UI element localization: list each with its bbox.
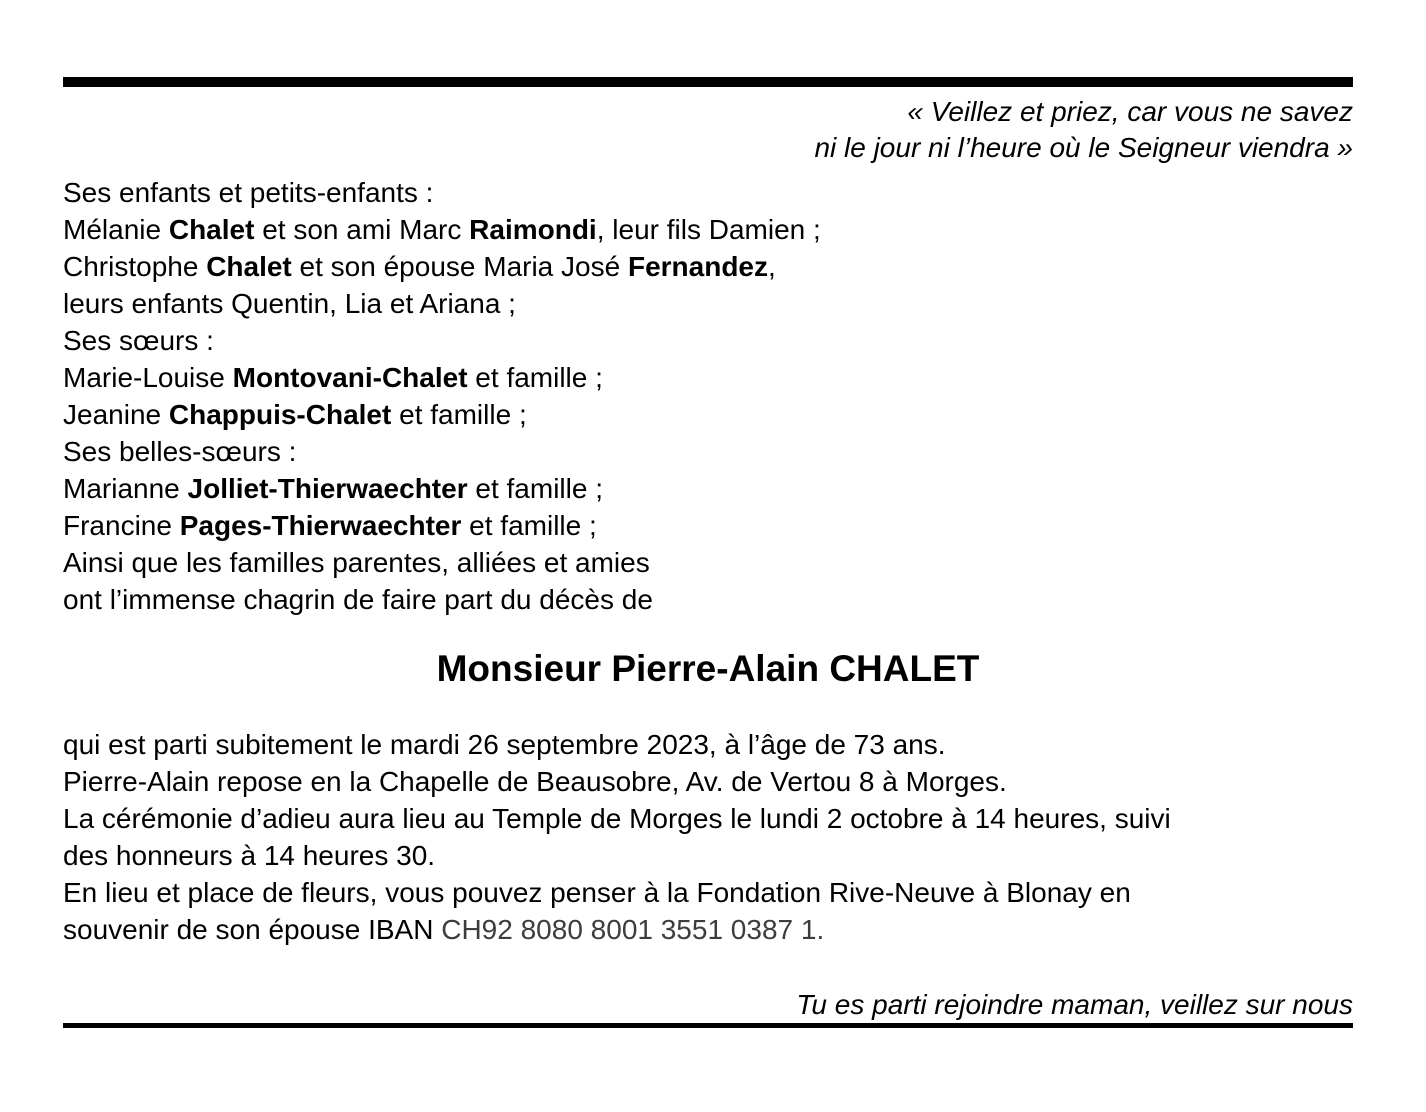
text-segment: et famille ; [467, 362, 603, 393]
text-segment: La cérémonie d’adieu aura lieu au Temple de Morges le lundi 2 octobre à 14 heures, suivi [63, 803, 1171, 834]
text-segment: Pierre-Alain repose en la Chapelle de Beausobre, Av. de Vertou 8 à Morges. [63, 766, 1007, 797]
family-name-bold: Chalet [206, 251, 292, 282]
top-rule [63, 77, 1353, 87]
bottom-rule [63, 1023, 1353, 1028]
text-line [63, 322, 1353, 359]
text-line [63, 211, 1353, 248]
text-line [63, 726, 1353, 763]
opening-quote [63, 94, 1353, 166]
text-line [63, 763, 1353, 800]
family-announcement [63, 174, 1353, 618]
text-segment: Christophe [63, 251, 207, 282]
quote-line-2: ni le jour ni l’heure où le Seigneur viendra » [814, 132, 1353, 163]
text-segment: et famille ; [391, 399, 527, 430]
quote-line-1: « Veillez et priez, car vous ne savez [907, 96, 1353, 127]
family-name-bold: Raimondi [469, 214, 597, 245]
text-line [63, 800, 1353, 837]
family-name-bold: Chappuis-Chalet [168, 399, 392, 430]
text-line [63, 911, 1353, 948]
text-segment: leurs enfants Quentin, Lia et Ariana ; [63, 288, 516, 319]
text-line [63, 359, 1353, 396]
text-segment: qui est parti subitement le mardi 26 septembre 2023, à l’âge de 73 ans. [63, 729, 946, 760]
text-segment: En lieu et place de fleurs, vous pouvez penser à la Fondation Rive-Neuve à Blonay en [63, 877, 1131, 908]
text-segment: et son ami Marc [254, 214, 470, 245]
text-line [63, 285, 1353, 322]
text-line [63, 248, 1353, 285]
ceremony-details [63, 726, 1353, 948]
family-name-bold: Jolliet-Thierwaechter [187, 473, 468, 504]
text-line [63, 581, 1353, 618]
text-line [63, 396, 1353, 433]
text-segment: , [768, 251, 776, 282]
iban-number: CH92 8080 8001 3551 0387 1. [441, 914, 825, 945]
text-segment: Marianne [63, 473, 188, 504]
family-name-bold: Montovani-Chalet [232, 362, 468, 393]
text-line [63, 837, 1353, 874]
text-line [63, 544, 1353, 581]
text-segment: Mélanie [63, 214, 169, 245]
text-line [63, 874, 1353, 911]
text-line [63, 470, 1353, 507]
text-segment: Ainsi que les familles parentes, alliées et amies [63, 547, 650, 578]
epitaph: Tu es parti rejoindre maman, veillez sur nous [796, 989, 1353, 1020]
family-name-bold: Chalet [168, 214, 255, 245]
deceased-name: Monsieur Pierre-Alain CHALET [436, 648, 980, 689]
text-segment: ont l’immense chagrin de faire part du décès de [63, 584, 653, 615]
family-name-bold: Pages-Thierwaechter [179, 510, 462, 541]
text-line [63, 433, 1353, 470]
text-segment: Ses sœurs : [63, 325, 214, 356]
text-segment: Jeanine [63, 399, 169, 430]
text-segment: Francine [63, 510, 180, 541]
text-segment: souvenir de son épouse IBAN [63, 914, 442, 945]
text-line [63, 507, 1353, 544]
text-segment: des honneurs à 14 heures 30. [63, 840, 436, 871]
text-segment: Marie-Louise [63, 362, 233, 393]
obituary-content [63, 0, 1353, 1028]
text-segment: , leur fils Damien ; [596, 214, 821, 245]
text-segment: Ses belles-sœurs : [63, 436, 297, 467]
family-name-bold: Fernandez [627, 251, 768, 282]
text-segment: et famille ; [467, 473, 603, 504]
text-segment: Ses enfants et petits-enfants : [63, 177, 434, 208]
text-segment: et famille ; [461, 510, 597, 541]
text-segment: et son épouse Maria José [291, 251, 628, 282]
text-line [63, 174, 1353, 211]
